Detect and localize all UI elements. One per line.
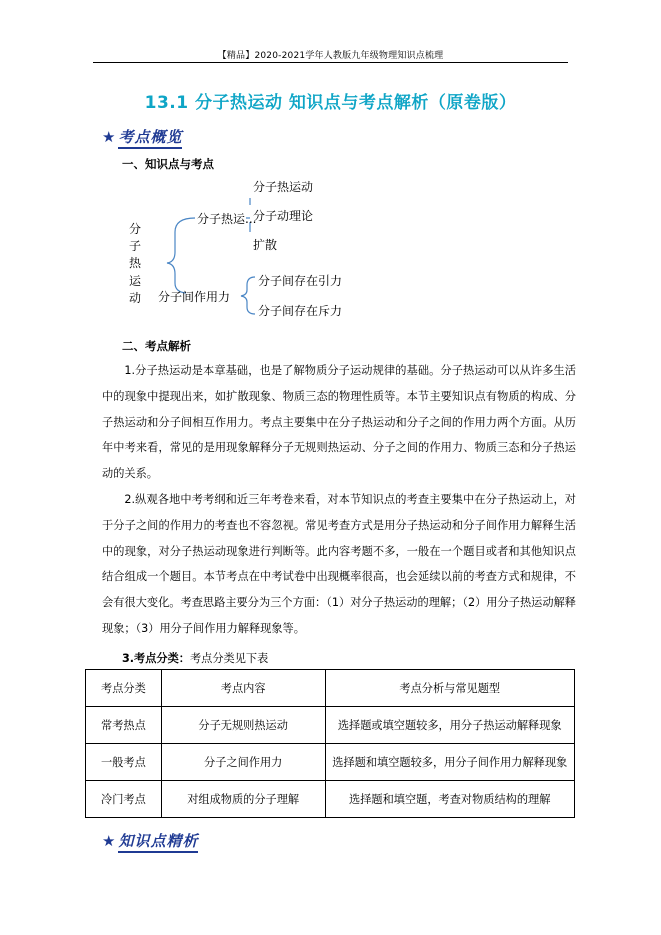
section-banner-overview: [102, 126, 182, 147]
subhead-knowledge-points: 一、知识点与考点: [122, 157, 214, 171]
section-banner-knowledge: [102, 830, 198, 851]
running-header: 【精品】2020-2021学年人教版九年级物理知识点梳理: [217, 51, 444, 61]
table-cell: 一般考点: [86, 744, 162, 781]
paragraph-1: 1.分子热运动是本章基础，也是了解物质分子运动规律的基础。分子热运动可以从许多生活中的现象中提现出来，如扩散现象、物质三态的物理性质等。本节主要知识点有物质的构成、分子热运动和分子间相互作用力。考点主要集中在分子热运动和分子之间的作用力两个方面。从历年中考来看，常见的是用现象解释分子无规则热运动、分子之间的作用力、物质三态和分子热运动的关系。: [102, 364, 576, 481]
node-attraction: 分子间存在引力: [258, 274, 343, 288]
root-char-3: 热: [129, 256, 142, 270]
root-char-2: 子: [129, 239, 142, 253]
paragraph-2: 2.纵观各地中考考纲和近三年考卷来看，对本节知识点的考查主要集中在分子热运动上，对于分子之间的作用力的考查也不容忽视。常见考查方式是用分子热运动和分子间作用力解释生活中的现象，对分子热运动现象进行判断等。此内容考题不多，一般在一个题目或者和其他知识点结合组成一个题目。本节考点在中考试卷中出现概率很高，也会延续以前的考查方式和规律，不会有很大变化。考查思路主要分为三个方面：（1）对分子热运动的理解；（2）用分子热运动解释现象；（3）用分子间作用力解释现象等。: [102, 493, 576, 635]
node-diffusion: 扩散: [253, 238, 278, 252]
exam-points-table: [85, 669, 575, 818]
root-char-1: 分: [129, 222, 142, 236]
table-cell: 冷门考点: [86, 781, 162, 818]
section-banner-label: 知识点精析: [118, 832, 198, 853]
subhead-exam-analysis: 二、考点解析: [122, 339, 191, 353]
paragraph-3: [122, 650, 268, 666]
table-cell: 选择题或填空题较多，用分子热运动解释现象: [325, 707, 575, 744]
table-row: [86, 707, 575, 744]
section-banner-label: 考点概览: [118, 128, 182, 149]
node-molecular-thermal-motion: 分子热运动: [253, 180, 314, 194]
paragraph-3-text: 考点分类见下表: [189, 652, 269, 665]
table-row: [86, 781, 575, 818]
main-brace: [167, 218, 195, 293]
node-molecular-kinetic-theory: 分子动理论: [253, 209, 314, 223]
table-row: [86, 744, 575, 781]
table-header-cell: 考点内容: [161, 670, 325, 707]
root-char-4: 运: [129, 274, 142, 288]
paragraph-3-lead: 3.考点分类：: [122, 652, 190, 665]
table-header-row: [86, 670, 575, 707]
table-cell: 分子无规则热运动: [161, 707, 325, 744]
table-header-cell: 考点分析与常见题型: [325, 670, 575, 707]
header-divider: [93, 62, 568, 63]
table-header-cell: 考点分类: [86, 670, 162, 707]
root-char-5: 动: [129, 291, 142, 305]
star-icon: ★: [102, 128, 117, 146]
star-icon: ★: [102, 832, 117, 850]
table-cell: 选择题和填空题，考查对物质结构的理解: [325, 781, 575, 818]
branch-intermolecular-force: 分子间作用力: [158, 290, 231, 304]
branch2-brace: [241, 277, 255, 314]
table-cell: 对组成物质的分子理解: [161, 781, 325, 818]
table-cell: 常考热点: [86, 707, 162, 744]
node-repulsion: 分子间存在斥力: [258, 304, 343, 318]
table-cell: 选择题和填空题较多，用分子间作用力解释现象: [325, 744, 575, 781]
table-cell: 分子之间作用力: [161, 744, 325, 781]
page-title: 13.1 分子热运动 知识点与考点解析（原卷版）: [144, 93, 517, 113]
branch-molecular-motion: 分子热运...: [197, 212, 257, 226]
